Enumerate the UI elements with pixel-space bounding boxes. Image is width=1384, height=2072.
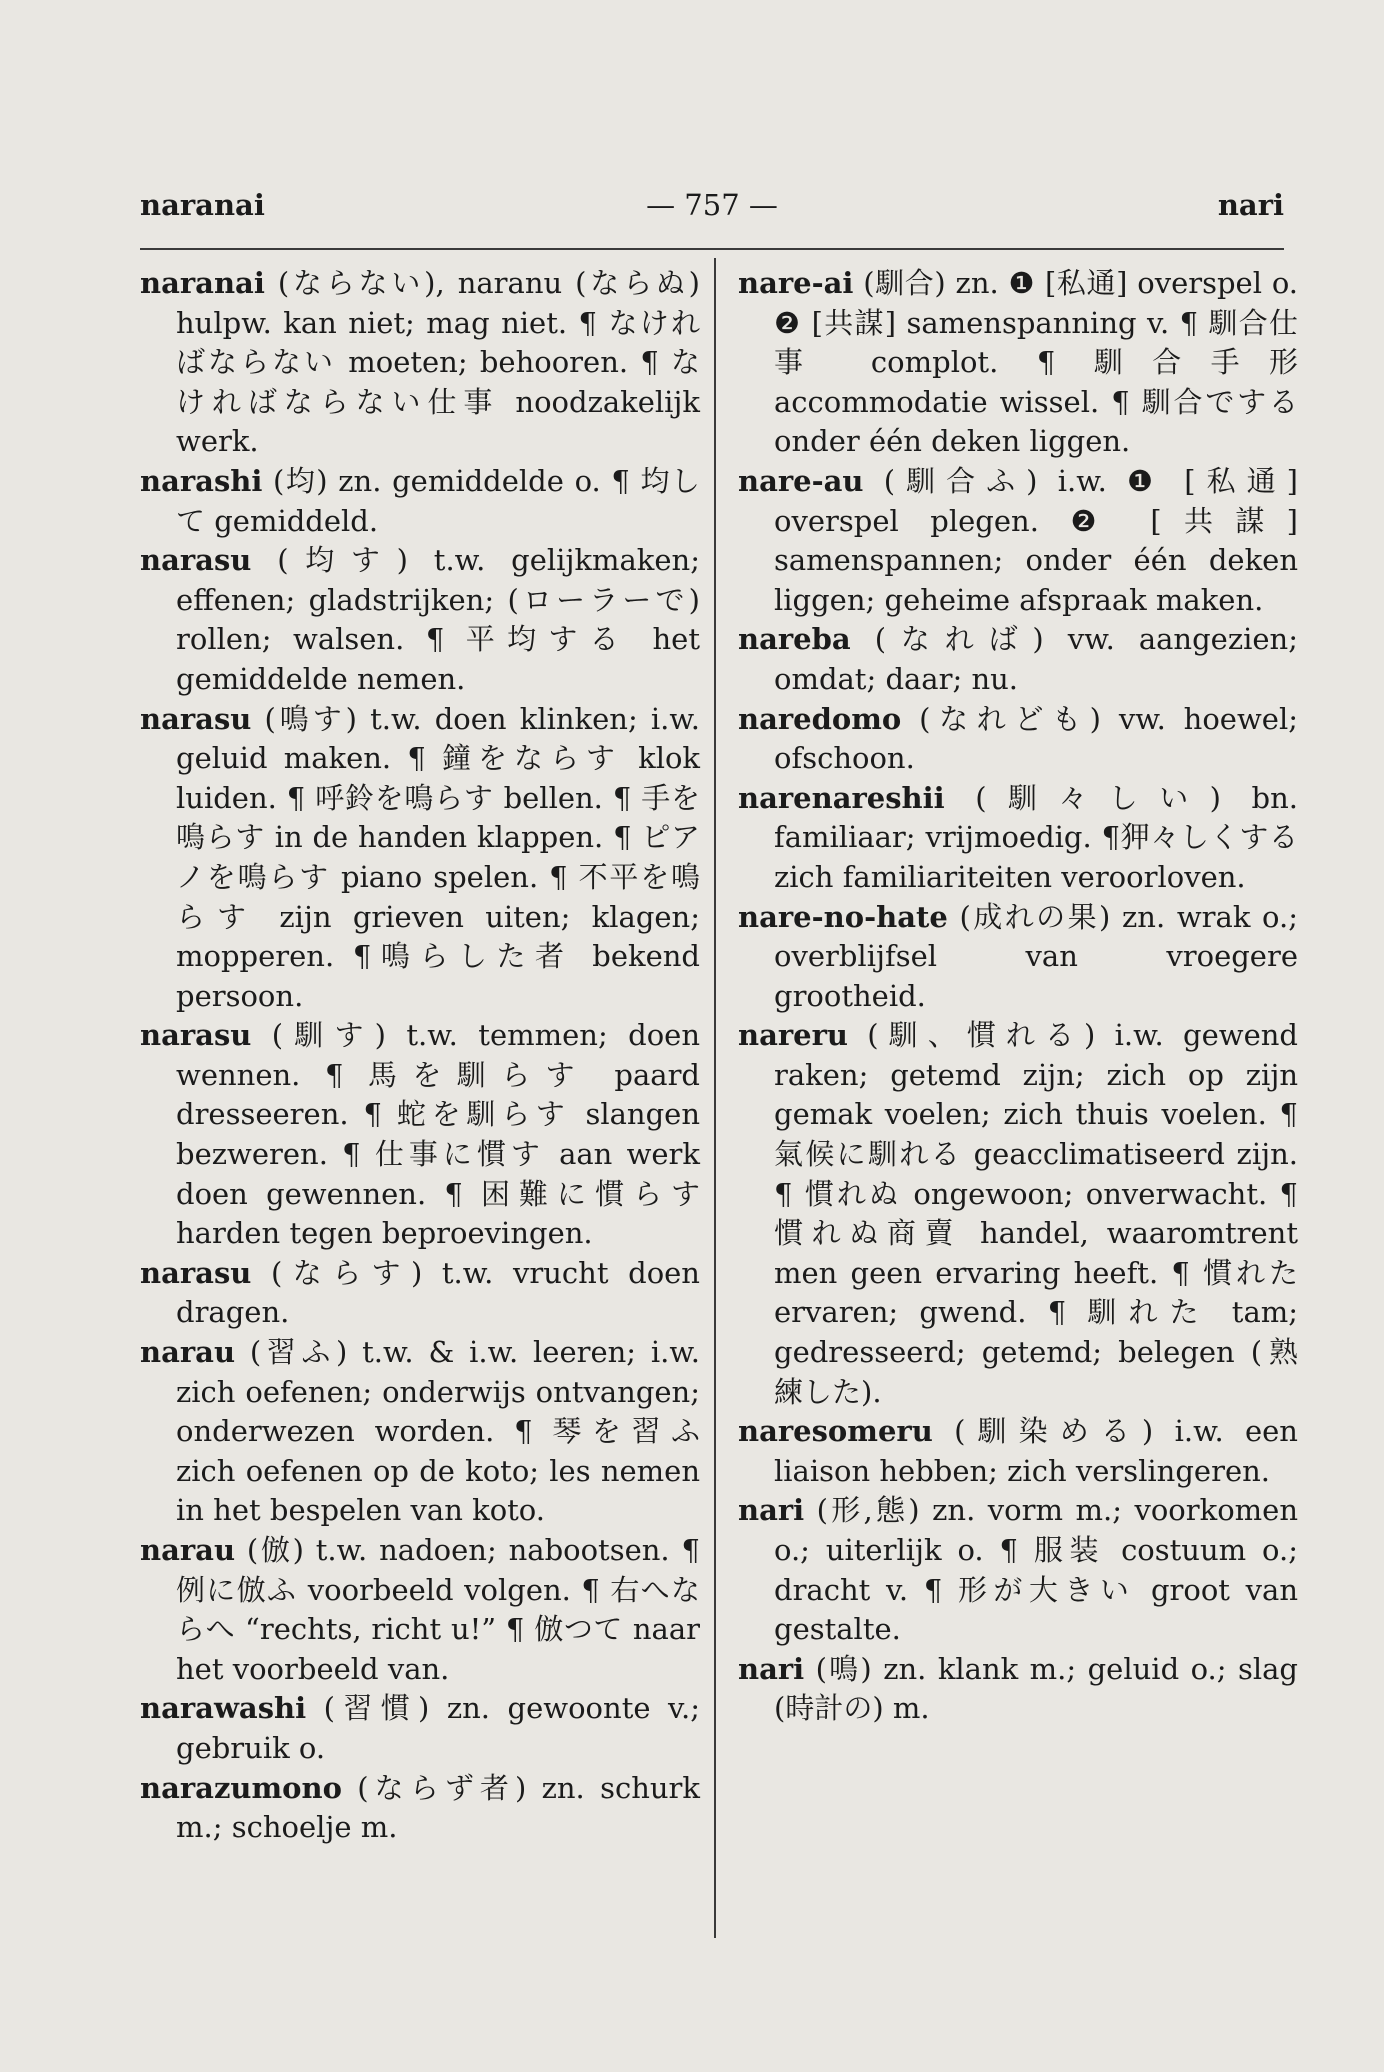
headword: naranai (140, 266, 265, 300)
entry-body: (均) zn. gemiddelde o. ¶ 均して gemiddeld. (176, 463, 700, 538)
entry (140, 1333, 700, 1531)
headword: nari (738, 1493, 805, 1528)
entry-body: (ならない), naranu (ならぬ) hulpw. kan niet; mag niet. ¶ なければならない moeten; behooren. ¶ なければならない仕事 noodzakelijk werk. (176, 266, 700, 459)
entry (140, 541, 700, 699)
entry (738, 1491, 1298, 1649)
page-number: — 757 — (646, 188, 778, 222)
entry-body: (ならず者) zn. schurk m.; schoelje m. (176, 1770, 700, 1845)
entry (140, 264, 700, 462)
entry (738, 462, 1298, 620)
entry (738, 1650, 1298, 1729)
guide-word-left: naranai (140, 188, 265, 222)
entry-body: (倣) t.w. nadoen; nabootsen. ¶ 例に倣ふ voorbeeld volgen. ¶ 右へならへ “rechts, richt u!” ¶ 倣つて naar het voorbeeld van. (176, 1533, 700, 1686)
headword: narashi (140, 463, 263, 498)
headword: narasu (140, 543, 252, 578)
entry (738, 700, 1298, 779)
headword: narasu (140, 1018, 252, 1053)
entry-body: (馴合ふ) i.w. ❶ [私通] overspel plegen. ❷ [共謀] samenspannen; onder één deken liggen; geheime afspraak maken. (774, 463, 1298, 617)
entry-body: (成れの果) zn. wrak o.; overblijfsel van vroegere grootheid. (774, 899, 1298, 1013)
entry (738, 898, 1298, 1017)
entry-body: (馴染める) i.w. een liaison hebben; zich verslingeren. (774, 1414, 1298, 1488)
entry (140, 1254, 700, 1333)
entry (738, 779, 1298, 898)
headword: narau (140, 1335, 236, 1370)
entry (140, 700, 700, 1017)
entry-body: (馴、慣れる) i.w. gewend raken; getemd zijn; zich op zijn gemak voelen; zich thuis voelen. ¶ 氣候に馴れる geacclimatiseerd zijn. ¶ 慣れぬ ongewoon; onverwacht. ¶ 慣れぬ商賣 handel, waaromtrent men geen ervaring heeft. ¶ 慣れた ervaren; gwend. ¶ 馴れた tam; gedresseerd; getemd; belegen (熟練した). (774, 1018, 1298, 1409)
left-column (140, 264, 700, 1848)
entry-body: (なれば) vw. aangezien; omdat; daar; nu. (774, 622, 1298, 696)
headword: narenareshii (738, 780, 945, 815)
entry (140, 1531, 700, 1689)
headword: nari (738, 1651, 805, 1686)
entry-body: (習慣) zn. gewoonte v.; gebruik o. (176, 1691, 700, 1765)
entry (140, 1016, 700, 1254)
entry-body: (鳴) zn. klank m.; geluid o.; slag (時計の) m. (774, 1651, 1298, 1726)
entry-body: (習ふ) t.w. & i.w. leeren; i.w. zich oefenen; onderwijs ontvangen; onderwezen worden. ¶ 琴を習ふ zich oefenen op de koto; les nemen in het bespelen van koto. (176, 1335, 700, 1528)
entry-body: (馴合) zn. ❶ [私通] overspel o. ❷ [共謀] samenspanning v. ¶ 馴合仕事 complot. ¶ 馴合手形 accommodatie wissel. ¶ 馴合でする onder één deken liggen. (774, 266, 1298, 459)
entry-body: (形,態) zn. vorm m.; voorkomen o.; uiterlijk o. ¶ 服装 costuum o.; dracht v. ¶ 形が大きい groot van gestalte. (774, 1493, 1298, 1647)
entry (738, 1016, 1298, 1412)
headword: narasu (140, 701, 252, 736)
entry (738, 264, 1298, 462)
headword: nare-no-hate (738, 899, 948, 934)
headword: nareru (738, 1018, 848, 1053)
headword: narau (140, 1533, 236, 1567)
headword: narasu (140, 1255, 252, 1290)
running-head (140, 188, 1284, 238)
entry-body: (均す) t.w. gelijkmaken; effenen; gladstrijken; (ローラーで) rollen; walsen. ¶ 平均する het gemiddelde nemen. (176, 543, 700, 696)
headword: nare-ai (738, 266, 854, 300)
entry-body: (馴す) t.w. temmen; doen wennen. ¶ 馬を馴らす paard dresseeren. ¶ 蛇を馴らす slangen bezweren. ¶ 仕事に慣す aan werk doen gewennen. ¶ 困難に慣らす harden tegen beproevingen. (176, 1018, 700, 1251)
entry-body: (馴々しい) bn. familiaar; vrijmoedig. ¶狎々しくする zich familiariteiten veroorloven. (774, 780, 1298, 894)
entry-body: (ならす) t.w. vrucht doen dragen. (176, 1255, 700, 1330)
headword: naredomo (738, 701, 902, 736)
entry-body: (なれども) vw. hoewel; ofschoon. (774, 701, 1298, 776)
entry (140, 1769, 700, 1848)
headword: narawashi (140, 1691, 307, 1726)
entry (738, 620, 1298, 699)
header-rule (140, 248, 1284, 250)
guide-word-right: nari (1217, 188, 1284, 222)
headword: nareba (738, 622, 851, 657)
entry (738, 1412, 1298, 1491)
entry (140, 462, 700, 541)
entry-body: (鳴す) t.w. doen klinken; i.w. geluid maken. ¶ 鐘をならす klok luiden. ¶ 呼鈴を鳴らす bellen. ¶ 手を鳴らす in de handen klappen. ¶ ピアノを鳴らす piano spelen. ¶ 不平を鳴らす zijn grieven uiten; klagen; mopperen. ¶鳴らした者 bekend persoon. (176, 701, 700, 1013)
headword: naresomeru (738, 1414, 933, 1449)
entry (140, 1689, 700, 1768)
column-divider (714, 258, 716, 1938)
headword: narazumono (140, 1770, 342, 1805)
headword: nare-au (738, 463, 864, 498)
right-column (738, 264, 1298, 1729)
